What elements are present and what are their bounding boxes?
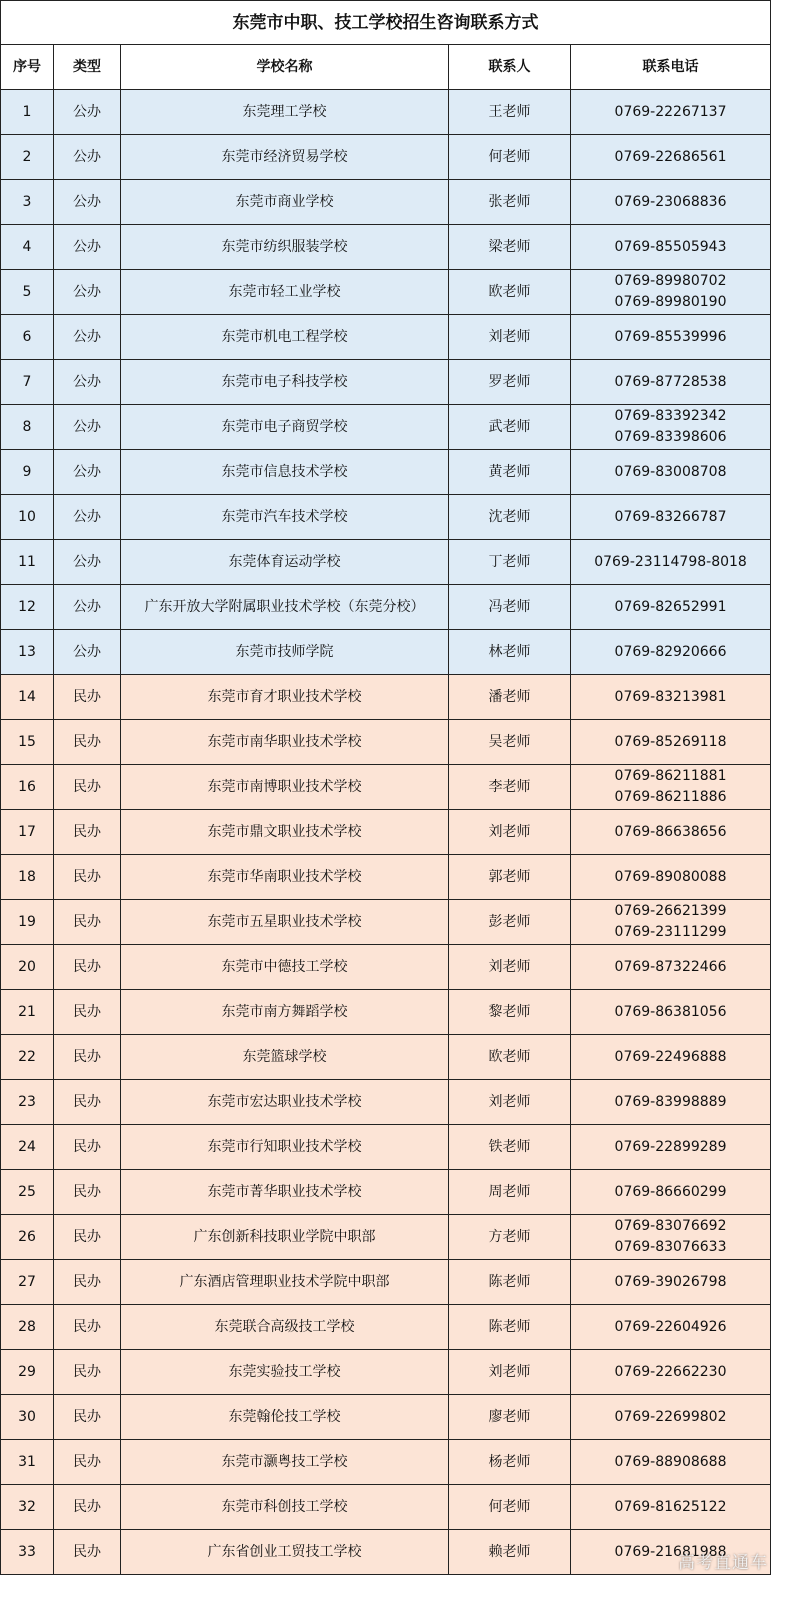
cell-no: 33 <box>1 1530 54 1575</box>
cell-type: 公办 <box>54 405 121 450</box>
cell-school-name: 东莞体育运动学校 <box>121 540 449 585</box>
table-row <box>1 585 771 630</box>
cell-type: 公办 <box>54 90 121 135</box>
table-row <box>1 810 771 855</box>
cell-type: 民办 <box>54 1395 121 1440</box>
cell-school-name: 东莞市行知职业技术学校 <box>121 1125 449 1170</box>
cell-type: 公办 <box>54 270 121 315</box>
cell-type: 民办 <box>54 1485 121 1530</box>
cell-no: 19 <box>1 900 54 945</box>
phone-number: 0769-39026798 <box>614 1273 727 1290</box>
cell-phone <box>571 900 771 945</box>
cell-school-name: 东莞市纺织服装学校 <box>121 225 449 270</box>
cell-type: 民办 <box>54 1125 121 1170</box>
phone-number: 0769-22899289 <box>614 1138 727 1155</box>
phone-number: 0769-22267137 <box>614 103 727 120</box>
phone-number: 0769-83076633 <box>614 1239 727 1255</box>
cell-contact: 冯老师 <box>449 585 571 630</box>
cell-phone <box>571 1440 771 1485</box>
cell-phone <box>571 1260 771 1305</box>
cell-phone <box>571 1125 771 1170</box>
cell-phone <box>571 675 771 720</box>
cell-school-name: 东莞篮球学校 <box>121 1035 449 1080</box>
cell-no: 30 <box>1 1395 54 1440</box>
table-row <box>1 1080 771 1125</box>
phone-number: 0769-85539996 <box>614 328 727 345</box>
cell-phone <box>571 1305 771 1350</box>
table-row <box>1 1485 771 1530</box>
cell-school-name: 东莞市商业学校 <box>121 180 449 225</box>
table-row <box>1 1215 771 1260</box>
phone-number: 0769-82652991 <box>614 598 727 615</box>
cell-phone <box>571 135 771 180</box>
cell-no: 27 <box>1 1260 54 1305</box>
phone-number: 0769-89980190 <box>614 294 727 310</box>
table-row <box>1 135 771 180</box>
phone-number: 0769-22604926 <box>614 1318 727 1335</box>
cell-phone <box>571 855 771 900</box>
cell-type: 民办 <box>54 675 121 720</box>
cell-contact: 吴老师 <box>449 720 571 765</box>
table-row <box>1 675 771 720</box>
cell-contact: 刘老师 <box>449 1350 571 1395</box>
cell-phone <box>571 1170 771 1215</box>
cell-type: 民办 <box>54 1080 121 1125</box>
cell-type: 民办 <box>54 1305 121 1350</box>
table-row <box>1 495 771 540</box>
table-row <box>1 225 771 270</box>
cell-school-name: 东莞市五星职业技术学校 <box>121 900 449 945</box>
cell-school-name: 东莞实验技工学校 <box>121 1350 449 1395</box>
cell-contact: 欧老师 <box>449 1035 571 1080</box>
cell-phone <box>571 1215 771 1260</box>
phone-number: 0769-23114798-8018 <box>594 553 747 570</box>
header-type: 类型 <box>54 45 121 90</box>
phone-number: 0769-83213981 <box>614 688 727 705</box>
cell-school-name: 东莞理工学校 <box>121 90 449 135</box>
cell-school-name: 东莞市电子商贸学校 <box>121 405 449 450</box>
cell-no: 11 <box>1 540 54 585</box>
cell-school-name: 东莞市经济贸易学校 <box>121 135 449 180</box>
cell-type: 民办 <box>54 1350 121 1395</box>
cell-contact: 刘老师 <box>449 1080 571 1125</box>
phone-number: 0769-83392342 <box>614 408 727 424</box>
header-phone: 联系电话 <box>571 45 771 90</box>
cell-no: 13 <box>1 630 54 675</box>
phone-number: 0769-89980702 <box>614 273 727 289</box>
phone-number: 0769-85505943 <box>614 238 727 255</box>
cell-phone <box>571 1080 771 1125</box>
cell-type: 公办 <box>54 315 121 360</box>
cell-no: 32 <box>1 1485 54 1530</box>
cell-phone <box>571 360 771 405</box>
cell-school-name: 东莞市技师学院 <box>121 630 449 675</box>
watermark: 高考直通车 <box>678 1553 768 1573</box>
cell-school-name: 东莞翰伦技工学校 <box>121 1395 449 1440</box>
cell-type: 民办 <box>54 1530 121 1575</box>
header-school: 学校名称 <box>121 45 449 90</box>
cell-no: 17 <box>1 810 54 855</box>
table-row <box>1 1125 771 1170</box>
phone-number: 0769-85269118 <box>614 733 727 750</box>
cell-contact: 林老师 <box>449 630 571 675</box>
cell-phone <box>571 585 771 630</box>
phone-number: 0769-22662230 <box>614 1363 727 1380</box>
phone-number: 0769-86211886 <box>614 789 727 805</box>
phone-number: 0769-87322466 <box>614 958 727 975</box>
phone-number: 0769-86211881 <box>614 768 727 784</box>
cell-no: 3 <box>1 180 54 225</box>
phone-number: 0769-81625122 <box>614 1498 727 1515</box>
cell-no: 15 <box>1 720 54 765</box>
cell-contact: 沈老师 <box>449 495 571 540</box>
cell-school-name: 东莞市宏达职业技术学校 <box>121 1080 449 1125</box>
cell-type: 公办 <box>54 225 121 270</box>
cell-contact: 张老师 <box>449 180 571 225</box>
cell-school-name: 东莞市南方舞蹈学校 <box>121 990 449 1035</box>
cell-phone <box>571 1485 771 1530</box>
cell-contact: 武老师 <box>449 405 571 450</box>
cell-type: 民办 <box>54 855 121 900</box>
cell-phone <box>571 270 771 315</box>
cell-type: 民办 <box>54 1035 121 1080</box>
table-row <box>1 180 771 225</box>
phone-number: 0769-21681988 <box>614 1543 727 1560</box>
cell-phone <box>571 720 771 765</box>
phone-number: 0769-83398606 <box>614 429 727 445</box>
phone-number: 0769-87728538 <box>614 373 727 390</box>
cell-contact: 欧老师 <box>449 270 571 315</box>
cell-contact: 铁老师 <box>449 1125 571 1170</box>
cell-type: 民办 <box>54 720 121 765</box>
cell-contact: 王老师 <box>449 90 571 135</box>
cell-no: 4 <box>1 225 54 270</box>
table-row <box>1 1035 771 1080</box>
table-row <box>1 1350 771 1395</box>
table-row <box>1 90 771 135</box>
cell-no: 6 <box>1 315 54 360</box>
cell-type: 公办 <box>54 630 121 675</box>
cell-contact: 方老师 <box>449 1215 571 1260</box>
table-row <box>1 1395 771 1440</box>
cell-no: 1 <box>1 90 54 135</box>
cell-contact: 黎老师 <box>449 990 571 1035</box>
cell-school-name: 东莞联合高级技工学校 <box>121 1305 449 1350</box>
cell-contact: 杨老师 <box>449 1440 571 1485</box>
cell-contact: 罗老师 <box>449 360 571 405</box>
phone-number: 0769-26621399 <box>614 903 727 919</box>
cell-school-name: 东莞市机电工程学校 <box>121 315 449 360</box>
cell-school-name: 东莞市信息技术学校 <box>121 450 449 495</box>
cell-contact: 黄老师 <box>449 450 571 495</box>
table-row <box>1 405 771 450</box>
cell-phone <box>571 945 771 990</box>
table-row <box>1 855 771 900</box>
table-row <box>1 720 771 765</box>
cell-no: 8 <box>1 405 54 450</box>
cell-phone <box>571 1395 771 1440</box>
cell-school-name: 广东省创业工贸技工学校 <box>121 1530 449 1575</box>
table-row <box>1 900 771 945</box>
cell-phone <box>571 810 771 855</box>
cell-school-name: 广东酒店管理职业技术学院中职部 <box>121 1260 449 1305</box>
cell-type: 民办 <box>54 1260 121 1305</box>
cell-no: 31 <box>1 1440 54 1485</box>
table-row <box>1 990 771 1035</box>
cell-school-name: 东莞市电子科技学校 <box>121 360 449 405</box>
cell-contact: 丁老师 <box>449 540 571 585</box>
cell-phone <box>571 765 771 810</box>
cell-contact: 梁老师 <box>449 225 571 270</box>
cell-no: 14 <box>1 675 54 720</box>
cell-no: 18 <box>1 855 54 900</box>
table-title: 东莞市中职、技工学校招生咨询联系方式 <box>1 1 771 45</box>
phone-number: 0769-22686561 <box>614 148 727 165</box>
phone-number: 0769-83076692 <box>614 1218 727 1234</box>
cell-phone <box>571 990 771 1035</box>
phone-number: 0769-23068836 <box>614 193 727 210</box>
phone-number: 0769-83008708 <box>614 463 727 480</box>
cell-type: 民办 <box>54 765 121 810</box>
cell-phone <box>571 225 771 270</box>
header-row <box>1 45 771 90</box>
cell-contact: 郭老师 <box>449 855 571 900</box>
cell-no: 2 <box>1 135 54 180</box>
table-body <box>1 90 771 1575</box>
cell-no: 5 <box>1 270 54 315</box>
phone-number: 0769-86660299 <box>614 1183 727 1200</box>
table-row <box>1 945 771 990</box>
cell-no: 20 <box>1 945 54 990</box>
table-row <box>1 540 771 585</box>
cell-phone <box>571 450 771 495</box>
phone-number: 0769-88908688 <box>614 1453 727 1470</box>
cell-contact: 刘老师 <box>449 315 571 360</box>
cell-type: 公办 <box>54 495 121 540</box>
table-row <box>1 450 771 495</box>
cell-no: 16 <box>1 765 54 810</box>
phone-number: 0769-86638656 <box>614 823 727 840</box>
table-row <box>1 1170 771 1215</box>
cell-type: 公办 <box>54 360 121 405</box>
cell-contact: 周老师 <box>449 1170 571 1215</box>
cell-contact: 刘老师 <box>449 945 571 990</box>
cell-phone <box>571 630 771 675</box>
cell-type: 民办 <box>54 990 121 1035</box>
phone-number: 0769-83998889 <box>614 1093 727 1110</box>
cell-type: 民办 <box>54 1440 121 1485</box>
cell-type: 公办 <box>54 135 121 180</box>
cell-type: 民办 <box>54 945 121 990</box>
cell-no: 25 <box>1 1170 54 1215</box>
cell-contact: 陈老师 <box>449 1260 571 1305</box>
cell-type: 民办 <box>54 1215 121 1260</box>
cell-no: 24 <box>1 1125 54 1170</box>
cell-contact: 何老师 <box>449 135 571 180</box>
cell-contact: 廖老师 <box>449 1395 571 1440</box>
table-row <box>1 630 771 675</box>
phone-number: 0769-82920666 <box>614 643 727 660</box>
cell-phone <box>571 540 771 585</box>
cell-school-name: 东莞市华南职业技术学校 <box>121 855 449 900</box>
cell-no: 22 <box>1 1035 54 1080</box>
cell-phone <box>571 315 771 360</box>
cell-contact: 刘老师 <box>449 810 571 855</box>
cell-school-name: 东莞市南华职业技术学校 <box>121 720 449 765</box>
cell-school-name: 东莞市科创技工学校 <box>121 1485 449 1530</box>
cell-school-name: 广东开放大学附属职业技术学校（东莞分校） <box>121 585 449 630</box>
cell-phone <box>571 1350 771 1395</box>
cell-phone <box>571 495 771 540</box>
cell-no: 28 <box>1 1305 54 1350</box>
cell-contact: 赖老师 <box>449 1530 571 1575</box>
cell-school-name: 东莞市鼎文职业技术学校 <box>121 810 449 855</box>
table-row <box>1 360 771 405</box>
phone-number: 0769-22699802 <box>614 1408 727 1425</box>
cell-type: 公办 <box>54 450 121 495</box>
cell-no: 9 <box>1 450 54 495</box>
cell-no: 26 <box>1 1215 54 1260</box>
cell-type: 民办 <box>54 810 121 855</box>
cell-school-name: 广东创新科技职业学院中职部 <box>121 1215 449 1260</box>
cell-contact: 李老师 <box>449 765 571 810</box>
cell-type: 公办 <box>54 540 121 585</box>
table-row <box>1 270 771 315</box>
cell-school-name: 东莞市中德技工学校 <box>121 945 449 990</box>
cell-school-name: 东莞市育才职业技术学校 <box>121 675 449 720</box>
table-row <box>1 1305 771 1350</box>
phone-number: 0769-23111299 <box>614 924 727 940</box>
cell-type: 民办 <box>54 1170 121 1215</box>
cell-phone <box>571 180 771 225</box>
phone-number: 0769-83266787 <box>614 508 727 525</box>
cell-type: 公办 <box>54 585 121 630</box>
cell-no: 10 <box>1 495 54 540</box>
cell-contact: 何老师 <box>449 1485 571 1530</box>
table-row <box>1 1260 771 1305</box>
phone-number: 0769-22496888 <box>614 1048 727 1065</box>
cell-contact: 潘老师 <box>449 675 571 720</box>
header-no: 序号 <box>1 45 54 90</box>
cell-school-name: 东莞市轻工业学校 <box>121 270 449 315</box>
table-row <box>1 1530 771 1575</box>
cell-school-name: 东莞市南博职业技术学校 <box>121 765 449 810</box>
cell-school-name: 东莞市灏粤技工学校 <box>121 1440 449 1485</box>
cell-no: 23 <box>1 1080 54 1125</box>
cell-phone <box>571 1035 771 1080</box>
cell-contact: 陈老师 <box>449 1305 571 1350</box>
table-row <box>1 765 771 810</box>
table-row <box>1 1440 771 1485</box>
phone-number: 0769-86381056 <box>614 1003 727 1020</box>
cell-no: 21 <box>1 990 54 1035</box>
table-row <box>1 315 771 360</box>
header-contact: 联系人 <box>449 45 571 90</box>
cell-no: 29 <box>1 1350 54 1395</box>
cell-phone <box>571 90 771 135</box>
cell-contact: 彭老师 <box>449 900 571 945</box>
phone-number: 0769-89080088 <box>614 868 727 885</box>
cell-type: 民办 <box>54 900 121 945</box>
cell-school-name: 东莞市菁华职业技术学校 <box>121 1170 449 1215</box>
cell-no: 12 <box>1 585 54 630</box>
cell-type: 公办 <box>54 180 121 225</box>
cell-school-name: 东莞市汽车技术学校 <box>121 495 449 540</box>
cell-no: 7 <box>1 360 54 405</box>
cell-phone <box>571 405 771 450</box>
